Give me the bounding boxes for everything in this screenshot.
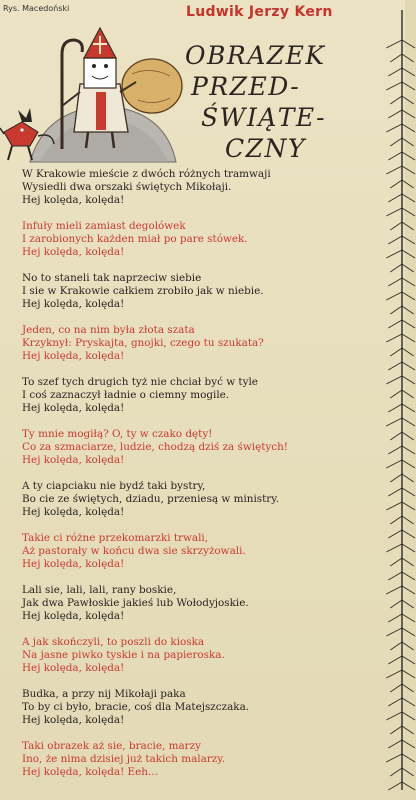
- poem-title: [185, 40, 325, 164]
- title-line: OBRAZEK: [185, 41, 326, 70]
- poem-line: Hej kolęda, kolęda!: [22, 246, 125, 258]
- poem-stanza: [22, 532, 382, 571]
- poem-stanza: [22, 636, 382, 675]
- tree-branch: [386, 376, 415, 384]
- poem-stanza: [22, 168, 382, 207]
- poem-stanza: [22, 272, 382, 311]
- poem-line: Takie ci różne przekomarzki trwali,: [22, 532, 209, 544]
- christmas-tree-decoration: [384, 0, 416, 800]
- poem-line: Na jasne piwko tyskie i na papieroska.: [22, 649, 225, 661]
- poem-line: Krzyknył: Pryskajta, gnojki, czego tu szukata?: [22, 337, 264, 349]
- title-line: ŚWIĄTE-: [201, 103, 327, 132]
- poem-stanza: [22, 324, 382, 363]
- title-line: CZNY: [225, 134, 306, 163]
- poem-body: [22, 168, 382, 792]
- poem-stanza: [22, 376, 382, 415]
- poem-stanza: [22, 480, 382, 519]
- poem-line: Hej kolęda, kolęda!: [22, 714, 125, 726]
- tree-branch: [386, 712, 415, 720]
- tree-branch: [386, 250, 415, 258]
- poem-line: Jak dwa Pawłoskie jakieś lub Wołodyjoskie.: [22, 597, 249, 609]
- saint-nicholas-illustration: [0, 14, 185, 164]
- poem-line: Hej kolęda, kolęda!: [22, 506, 125, 518]
- poem-line: A ty ciapciaku nie bydź taki bystry,: [22, 480, 206, 492]
- tree-branch: [386, 124, 415, 132]
- poem-line: Hej kolęda, kolęda!: [22, 454, 125, 466]
- poem-stanza: [22, 220, 382, 259]
- poem-stanza: [22, 584, 382, 623]
- poem-line: Budka, a przy nij Mikołaji paka: [22, 688, 186, 700]
- poem-line: Ino, że nima dzisiej już takich malarzy.: [22, 753, 226, 765]
- author-name: Ludwik Jerzy Kern: [186, 4, 333, 20]
- poem-line: No to staneli tak naprzeciw siebie: [22, 272, 202, 284]
- tree-branch: [386, 586, 415, 594]
- poem-line: Hej kolęda, kolęda!: [22, 558, 125, 570]
- poem-line: I sie w Krakowie całkiem zrobiło jak w niebie.: [22, 285, 264, 297]
- poem-line: To szef tych drugich tyż nie chciał być w tyle: [22, 376, 258, 388]
- poem-stanza: [22, 740, 382, 779]
- poem-line: Taki obrazek aż sie, bracie, marzy: [22, 740, 201, 752]
- poem-line: Bo cie ze świętych, dziadu, przeniesą w ministry.: [22, 493, 280, 505]
- tree-branch: [386, 166, 415, 174]
- tree-branch: [386, 82, 415, 90]
- poem-line: Co za szmaciarze, ludzie, chodzą dziś za świętych!: [22, 441, 288, 453]
- poem-line: Hej kolęda, kolęda!: [22, 194, 125, 206]
- poem-line: Wysiedli dwa orszaki świętych Mikołaji.: [22, 181, 232, 193]
- poem-line: Infuły mieli zamiast degolówek: [22, 220, 186, 232]
- poem-line: Aż pastorały w końcu dwa sie skrzyżowali.: [22, 545, 246, 557]
- poem-line: Hej kolęda, kolęda!: [22, 610, 125, 622]
- poem-line: A jak skończyli, to poszli do kioska: [22, 636, 205, 648]
- tree-branch: [386, 460, 415, 468]
- tree-branch: [386, 754, 415, 762]
- poem-line: To by ci było, bracie, coś dla Matejszczaka.: [22, 701, 250, 713]
- tree-branch: [386, 418, 415, 426]
- illustration-credit: Rys. Macedoński: [3, 4, 70, 13]
- tree-branch: [386, 670, 415, 678]
- poem-line: W Krakowie mieście z dwóch różnych tramwaji: [22, 168, 271, 180]
- poem-line: Hej kolęda, kolęda!: [22, 402, 125, 414]
- poem-line: I coś zaznaczył ładnie o ciemny mogile.: [22, 389, 230, 401]
- tree-branch: [386, 40, 415, 48]
- poem-line: I zarobionych każden miał po pare stówek.: [22, 233, 248, 245]
- poem-line: Jeden, co na nim była złota szata: [22, 324, 195, 336]
- tree-branch: [386, 628, 415, 636]
- tree-branch: [386, 208, 415, 216]
- poem-line: Hej kolęda, kolęda! Eeh...: [22, 766, 158, 778]
- tree-branch: [386, 334, 415, 342]
- tree-branch: [386, 502, 415, 510]
- poem-stanza: [22, 688, 382, 727]
- poem-line: Hej kolęda, kolęda!: [22, 350, 125, 362]
- poem-line: Ty mnie mogiłą? O, ty w czako dęty!: [22, 428, 213, 440]
- poem-line: Hej kolęda, kolęda!: [22, 298, 125, 310]
- poem-line: Hej kolęda, kolęda!: [22, 662, 125, 674]
- poem-line: Lali sie, lali, lali, rany boskie,: [22, 584, 177, 596]
- tree-branch: [386, 292, 415, 300]
- title-line: PRZED-: [191, 72, 301, 101]
- tree-branch: [386, 544, 415, 552]
- poem-stanza: [22, 428, 382, 467]
